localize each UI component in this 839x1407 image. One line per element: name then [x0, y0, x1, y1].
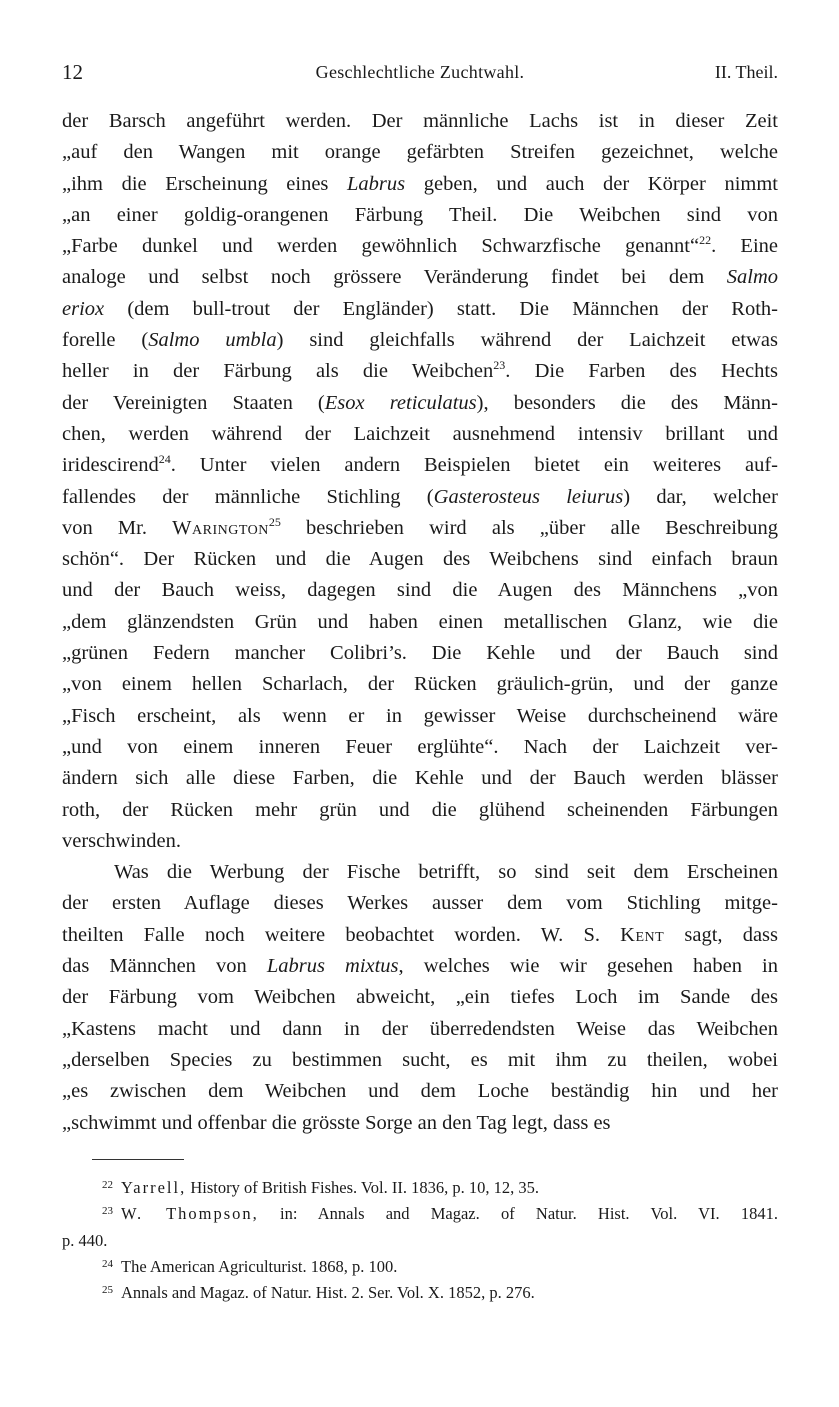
running-header [62, 60, 778, 86]
text-line: und der Bauch weiss, dagegen sind die Augen des Männchens „von [62, 579, 778, 602]
text-line: eriox (dem bull-trout der Engländer) statt. Die Männchen der Roth- [62, 297, 778, 320]
text-line: heller in der Färbung als die Weibchen$^{23}$. Die Farben des Hechts [62, 358, 778, 383]
text-line: von Mr. Warington$^{25}$ beschrieben wird als „über alle Beschreibung [62, 514, 778, 539]
paragraph-2 [62, 857, 778, 1139]
text-line: roth, der Rücken mehr grün und die glühend scheinenden Färbungen [62, 798, 778, 821]
text-line: „ihm die Erscheinung eines Labrus geben, und auch der Körper nimmt [62, 172, 778, 195]
text-line: analoge und selbst noch grössere Veränderung findet bei dem Salmo [62, 266, 778, 289]
footnote-23: $^{23}$ W. Thompson, in: Annals and Magaz. of Natur. Hist. Vol. VI. 1841. [102, 1204, 778, 1224]
footnote-rule [92, 1159, 184, 1160]
text-line: „grünen Federn mancher Colibri’s. Die Kehle und der Bauch sind [62, 642, 778, 665]
text-line: theilten Falle noch weitere beobachtet worden. W. S. Kent sagt, dass [62, 923, 778, 946]
text-line: „derselben Species zu bestimmen sucht, es mit ihm zu theilen, wobei [62, 1048, 778, 1071]
text-line: iridescirend$^{24}$. Unter vielen andern Beispielen bietet ein weiteres auf- [62, 452, 778, 477]
part-label: II. Theil. [714, 62, 778, 82]
text-line: ändern sich alle diese Farben, die Kehle und der Bauch werden blässer [62, 767, 778, 790]
text-line: verschwinden. [62, 829, 181, 852]
text-line: das Männchen von Labrus mixtus, welches wie wir gesehen haben in [62, 955, 778, 978]
text-line: der Färbung vom Weibchen abweicht, „ein tiefes Loch im Sande des [62, 986, 778, 1009]
footnote-25: $^{25}$ Annals and Magaz. of Natur. Hist. 2. Ser. Vol. X. 1852, p. 276. [102, 1283, 535, 1303]
main-text [62, 106, 778, 1139]
text-line: der ersten Auflage dieses Werkes ausser dem vom Stichling mitge- [62, 892, 778, 915]
text-line: „es zwischen dem Weibchen und dem Loche beständig hin und her [62, 1080, 778, 1103]
footnote-24: $^{24}$ The American Agriculturist. 1868, p. 100. [102, 1256, 398, 1276]
text-line: schön“. Der Rücken und die Augen des Weibchens sind einfach braun [62, 548, 778, 571]
text-line: „schwimmt und offenbar die grösste Sorge an den Tag legt, dass es [62, 1111, 611, 1134]
text-line: „Fisch erscheint, als wenn er in gewisser Weise durchscheinend wäre [62, 704, 778, 727]
text-line: „auf den Wangen mit orange gefärbten Streifen gezeichnet, welche [62, 141, 778, 164]
text-line: „von einem hellen Scharlach, der Rücken gräulich-grün, und der ganze [62, 673, 778, 696]
text-line: chen, werden während der Laichzeit ausnehmend intensiv brillant und [62, 422, 778, 445]
footnotes [62, 1175, 778, 1306]
footnote-22: $^{22}$ Yarrell, History of British Fishes. Vol. II. 1836, p. 10, 12, 35. [102, 1178, 539, 1197]
text-line: „Kastens macht und dann in der überredendsten Weise das Weibchen [62, 1017, 778, 1040]
text-line: „dem glänzendsten Grün und haben einen metallischen Glanz, wie die [62, 610, 778, 633]
text-line: „Farbe dunkel und werden gewöhnlich Schwarzfische genannt“$^{22}$. Eine [62, 233, 778, 258]
text-line: forelle (Salmo umbla) sind gleichfalls während der Laichzeit etwas [62, 329, 778, 352]
text-line: fallendes der männliche Stichling (Gasterosteus leiurus) dar, welcher [62, 485, 778, 508]
page-number: 12 [62, 60, 83, 84]
text-line: der Barsch angeführt werden. Der männliche Lachs ist in dieser Zeit [62, 110, 778, 132]
text-line: Was die Werbung der Fische betrifft, so sind seit dem Erscheinen [114, 861, 778, 884]
running-title: Geschlechtliche Zuchtwahl. [315, 62, 525, 82]
footnote-23-continued: p. 440. [62, 1230, 108, 1250]
paragraph-1 [62, 106, 778, 857]
text-line: „an einer goldig-orangenen Färbung Theil. Die Weibchen sind von [62, 203, 778, 226]
text-line: „und von einem inneren Feuer erglühte“. Nach der Laichzeit ver- [62, 735, 778, 758]
text-line: der Vereinigten Staaten (Esox reticulatus), besonders die des Männ- [62, 391, 778, 414]
